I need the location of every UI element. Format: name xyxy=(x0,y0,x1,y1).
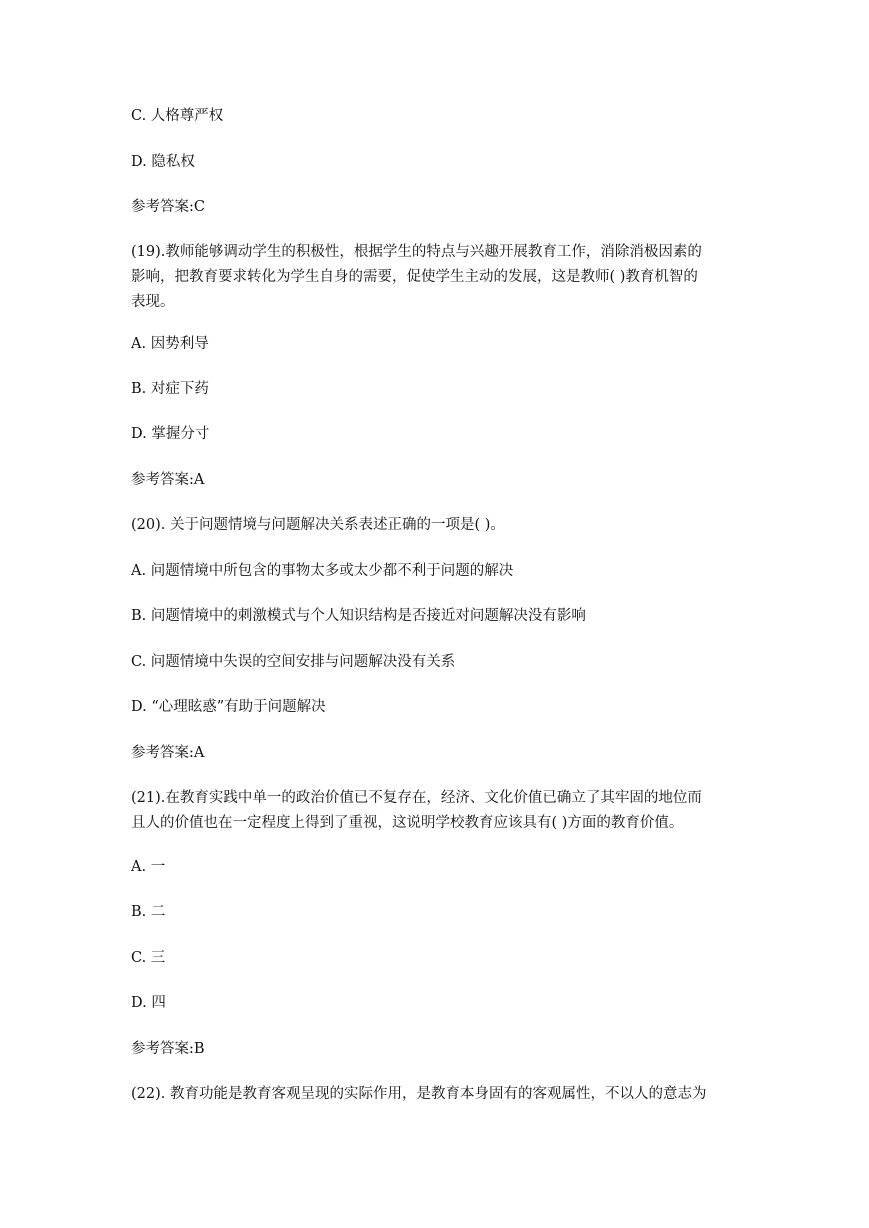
option-d: D. “心理眩惑”有助于问题解决 xyxy=(131,699,326,715)
option-d: D. 掌握分寸 xyxy=(131,426,210,442)
answer-text: 参考答案:B xyxy=(131,1041,205,1057)
option-c: C. 问题情境中失误的空间安排与问题解决没有关系 xyxy=(131,654,456,670)
option-a: A. 问题情境中所包含的事物太多或太少都不利于问题的解决 xyxy=(131,563,514,579)
option-b: B. 二 xyxy=(131,904,166,920)
answer-text: 参考答案:C xyxy=(131,199,205,215)
option-b: B. 对症下药 xyxy=(131,381,209,397)
question-20: (20). 关于问题情境与问题解决关系表述正确的一项是( )。 xyxy=(131,517,505,533)
question-line: (19).教师能够调动学生的积极性，根据学生的特点与兴趣开展教育工作，消除消极因素的 xyxy=(131,244,702,260)
option-b: B. 问题情境中的刺激模式与个人知识结构是否接近对问题解决没有影响 xyxy=(131,608,586,624)
answer-text: 参考答案:A xyxy=(131,472,205,488)
question-line: 表现。 xyxy=(131,294,175,310)
answer-text: 参考答案:A xyxy=(131,745,205,761)
option-d: D. 四 xyxy=(131,995,166,1011)
question-19 xyxy=(131,240,741,315)
option-a: A. 一 xyxy=(131,859,166,875)
option-d: D. 隐私权 xyxy=(131,154,195,170)
option-a: A. 因势利导 xyxy=(131,336,209,352)
option-c: C. 人格尊严权 xyxy=(131,108,224,124)
question-line: 且人的价值也在一定程度上得到了重视，这说明学校教育应该具有( )方面的教育价值。 xyxy=(131,815,684,831)
question-line: 影响，把教育要求转化为学生自身的需要，促使学生主动的发展，这是教师( )教育机智的 xyxy=(131,269,698,285)
question-line: (21).在教育实践中单一的政治价值已不复存在，经济、文化价值已确立了其牢固的地位而 xyxy=(131,790,702,806)
question-21 xyxy=(131,786,741,836)
option-c: C. 三 xyxy=(131,950,166,966)
question-22: (22). 教育功能是教育客观呈现的实际作用，是教育本身固有的客观属性，不以人的意志为 xyxy=(131,1086,707,1102)
